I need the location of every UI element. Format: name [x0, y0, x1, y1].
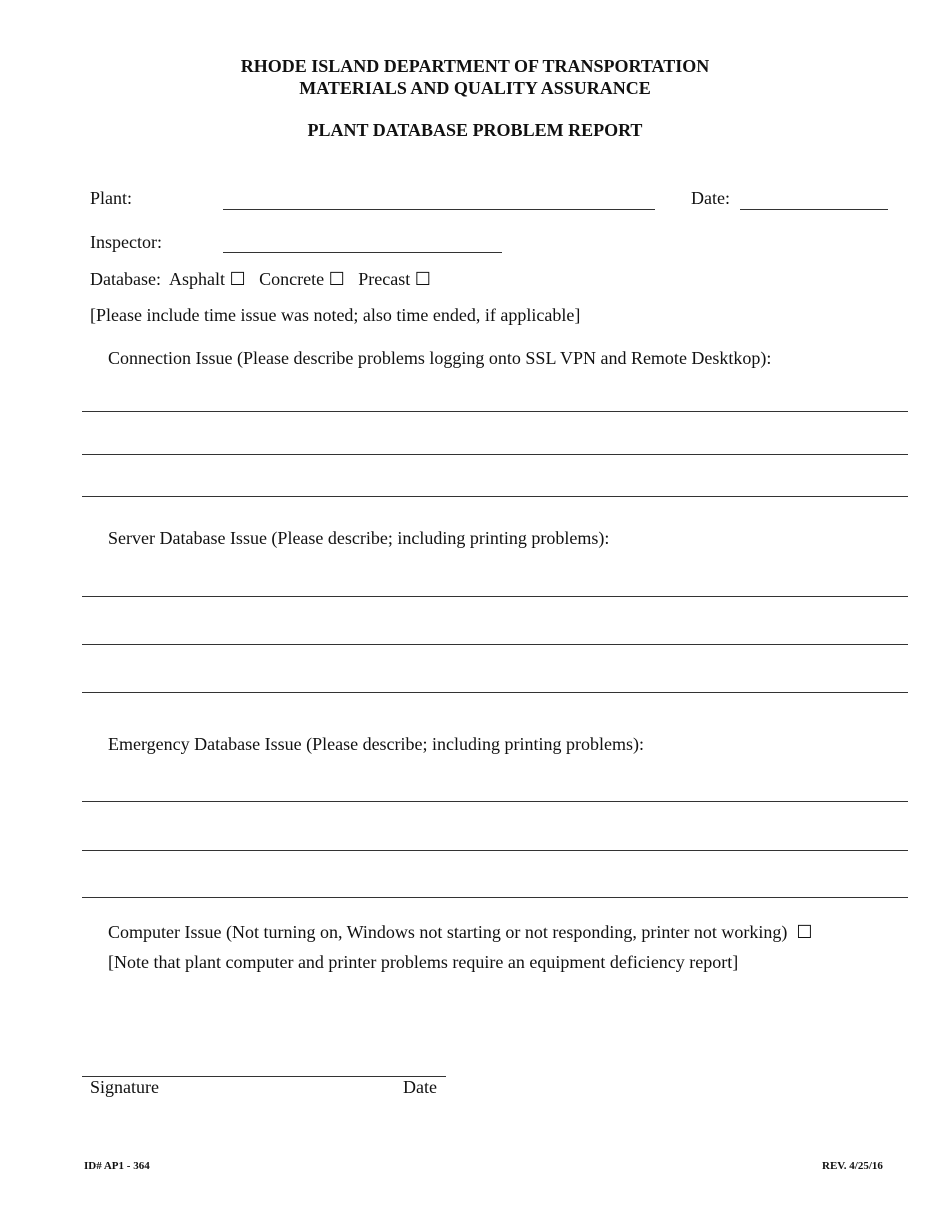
- connection-line-3[interactable]: [82, 496, 908, 497]
- signature-date-label: Date: [403, 1077, 437, 1097]
- computer-issue-checkbox[interactable]: ☐: [796, 922, 813, 942]
- instructions-note: [Please include time issue was noted; also time ended, if applicable]: [90, 305, 581, 325]
- computer-issue-note: [Note that plant computer and printer problems require an equipment deficiency report]: [108, 952, 739, 972]
- server-line-2[interactable]: [82, 644, 908, 645]
- date-label: Date:: [691, 188, 730, 208]
- connection-issue-label: Connection Issue (Please describe problems logging onto SSL VPN and Remote Desktkop):: [108, 348, 772, 368]
- database-option-precast: Precast: [358, 269, 411, 289]
- connection-line-1[interactable]: [82, 411, 908, 412]
- computer-issue-label: Computer Issue (Not turning on, Windows not starting or not responding, printer not working): [108, 922, 788, 942]
- database-option-asphalt: Asphalt: [168, 269, 225, 289]
- date-input-line[interactable]: [740, 209, 888, 210]
- asphalt-checkbox[interactable]: ☐: [229, 269, 246, 289]
- precast-checkbox[interactable]: ☐: [414, 269, 431, 289]
- signature-label: Signature: [90, 1077, 159, 1097]
- emergency-line-2[interactable]: [82, 850, 908, 851]
- emergency-issue-label: Emergency Database Issue (Please describe; including printing problems):: [108, 734, 645, 754]
- header-line-2: MATERIALS AND QUALITY ASSURANCE: [299, 78, 651, 98]
- server-line-1[interactable]: [82, 596, 908, 597]
- database-row: [90, 269, 431, 290]
- header-line-1: RHODE ISLAND DEPARTMENT OF TRANSPORTATION: [240, 56, 710, 76]
- computer-issue-row: [108, 922, 813, 943]
- server-line-3[interactable]: [82, 692, 908, 693]
- database-option-concrete: Concrete: [259, 269, 325, 289]
- plant-label: Plant:: [90, 188, 133, 208]
- concrete-checkbox[interactable]: ☐: [328, 269, 345, 289]
- plant-input-line[interactable]: [223, 209, 655, 210]
- server-issue-label: Server Database Issue (Please describe; including printing problems):: [108, 528, 610, 548]
- emergency-line-1[interactable]: [82, 801, 908, 802]
- inspector-label: Inspector:: [90, 232, 162, 252]
- form-id: ID# AP1 - 364: [84, 1160, 150, 1172]
- page-title: PLANT DATABASE PROBLEM REPORT: [307, 120, 643, 140]
- database-label: Database:: [90, 269, 161, 289]
- emergency-line-3[interactable]: [82, 897, 908, 898]
- connection-line-2[interactable]: [82, 454, 908, 455]
- inspector-input-line[interactable]: [223, 252, 502, 253]
- revision-date: REV. 4/25/16: [822, 1160, 883, 1172]
